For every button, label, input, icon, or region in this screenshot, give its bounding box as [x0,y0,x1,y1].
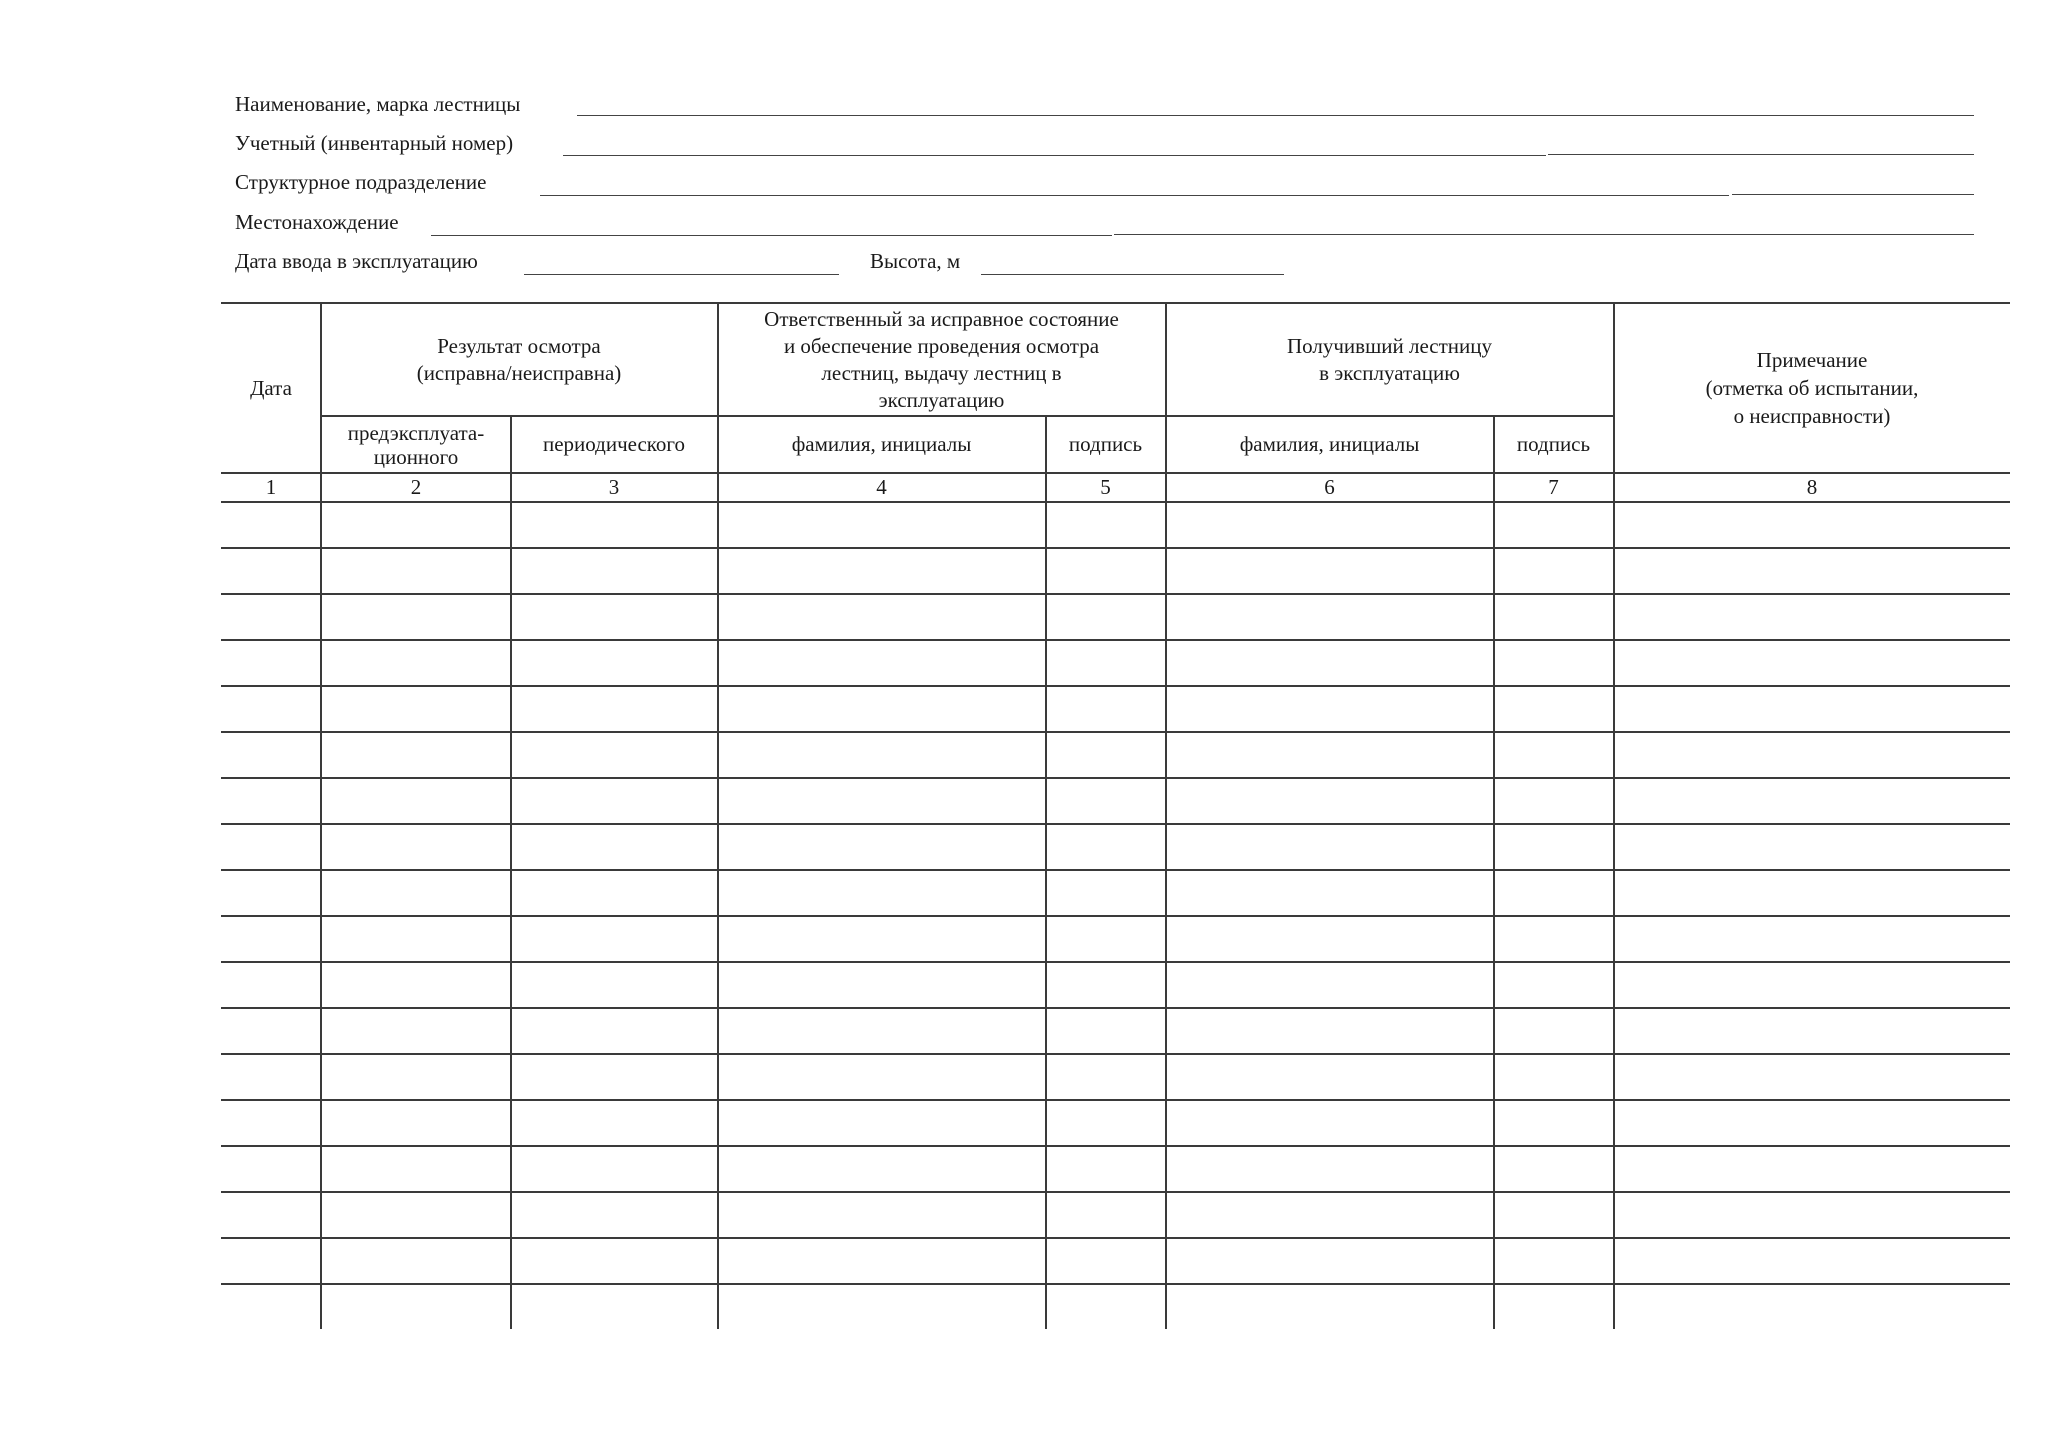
table-cell[interactable] [1168,871,1493,914]
table-cell[interactable] [323,641,510,684]
table-cell[interactable] [1616,549,2009,592]
table-cell[interactable] [1048,1193,1165,1236]
table-cell[interactable] [323,1055,510,1098]
table-cell[interactable] [1496,687,1613,730]
table-cell[interactable] [513,1239,717,1282]
table-cell[interactable] [513,733,717,776]
table-cell[interactable] [223,825,320,868]
table-cell[interactable] [223,871,320,914]
table-cell[interactable] [1168,1101,1493,1144]
department-field-extension[interactable] [1732,194,1974,195]
table-cell[interactable] [513,1101,717,1144]
table-cell[interactable] [1048,871,1165,914]
table-cell[interactable] [1048,1101,1165,1144]
table-cell[interactable] [720,917,1045,960]
table-cell[interactable] [513,595,717,638]
table-cell[interactable] [223,1055,320,1098]
header-responsible-name: фамилия, инициалы [791,432,972,456]
table-cell[interactable] [720,1055,1045,1098]
table-cell[interactable] [1048,1285,1165,1328]
table-cell[interactable] [1616,1147,2009,1190]
height-label: Высота, м [870,249,961,273]
table-cell[interactable] [1168,641,1493,684]
table-cell[interactable] [323,963,510,1006]
column-number: 8 [1806,475,1818,499]
table-cell[interactable] [1048,595,1165,638]
table-cell[interactable] [720,641,1045,684]
table-cell[interactable] [720,1285,1045,1328]
table-cell[interactable] [1616,595,2009,638]
table-cell[interactable] [223,549,320,592]
table-cell[interactable] [1168,1147,1493,1190]
table-cell[interactable] [1168,1239,1493,1282]
table-cell[interactable] [1168,595,1493,638]
table-cell[interactable] [1496,1009,1613,1052]
column-divider [1493,415,1495,1329]
inventory-number-field[interactable] [563,155,1546,156]
height-field[interactable] [981,274,1284,275]
column-number: 3 [608,475,620,499]
table-cell[interactable] [1048,733,1165,776]
column-number: 5 [1100,475,1111,499]
table-cell[interactable] [513,641,717,684]
table-cell[interactable] [1168,1009,1493,1052]
table-cell[interactable] [1048,779,1165,822]
table-cell[interactable] [1616,1101,2009,1144]
table-cell[interactable] [1048,963,1165,1006]
table-cell[interactable] [1048,641,1165,684]
table-cell[interactable] [323,503,510,546]
table-cell[interactable] [1168,549,1493,592]
table-cell[interactable] [1496,963,1613,1006]
table-cell[interactable] [1496,1193,1613,1236]
table-cell[interactable] [223,963,320,1006]
table-cell[interactable] [323,687,510,730]
inventory-number-label: Учетный (инвентарный номер) [235,131,514,155]
table-cell[interactable] [1616,1055,2009,1098]
table-cell[interactable] [720,503,1045,546]
table-cell[interactable] [720,825,1045,868]
table-cell[interactable] [1496,1285,1613,1328]
table-cell[interactable] [1168,825,1493,868]
table-cell[interactable] [323,733,510,776]
header-periodic: периодического [542,432,686,456]
column-number: 4 [876,475,887,499]
table-cell[interactable] [1168,687,1493,730]
header-note: Примечание (отметка об испытании, о неисправности) [1705,348,1919,428]
table-cell[interactable] [1048,1239,1165,1282]
header-pre-operational: предэксплуата- ционного [347,420,485,469]
header-inspection-result: Результат осмотра (исправна/неисправна) [416,333,622,385]
table-cell[interactable] [223,1147,320,1190]
column-number: 2 [410,475,422,499]
table-cell[interactable] [223,503,320,546]
table-cell[interactable] [1616,687,2009,730]
table-cell[interactable] [720,963,1045,1006]
table-cell[interactable] [1168,1193,1493,1236]
header-received-name: фамилия, инициалы [1239,432,1420,456]
table-cell[interactable] [513,503,717,546]
table-cell[interactable] [1168,779,1493,822]
table-cell[interactable] [1616,733,2009,776]
table-cell[interactable] [720,1147,1045,1190]
table-cell[interactable] [720,687,1045,730]
table-cell[interactable] [1496,1101,1613,1144]
table-cell[interactable] [223,687,320,730]
header-responsible-signature: подпись [1068,432,1143,456]
table-cell[interactable] [1048,1009,1165,1052]
table-cell[interactable] [1048,687,1165,730]
column-number: 7 [1548,475,1559,499]
location-label: Местонахождение [235,210,399,234]
commission-date-field[interactable] [524,274,839,275]
table-cell[interactable] [513,871,717,914]
inventory-number-field-extension[interactable] [1548,154,1974,155]
table-cell[interactable] [323,549,510,592]
column-divider [510,415,512,1329]
table-cell[interactable] [1616,1285,2009,1328]
table-cell[interactable] [1168,963,1493,1006]
table-cell[interactable] [1496,595,1613,638]
column-divider [1045,415,1047,1329]
commission-date-label: Дата ввода в эксплуатацию [235,249,478,273]
column-number: 6 [1324,475,1335,499]
table-cell[interactable] [720,549,1045,592]
table-cell[interactable] [1496,1147,1613,1190]
table-cell[interactable] [513,963,717,1006]
table-cell[interactable] [1048,825,1165,868]
table-cell[interactable] [323,1193,510,1236]
table-cell[interactable] [1496,779,1613,822]
table-cell[interactable] [1616,503,2009,546]
location-field[interactable] [431,235,1112,236]
table-cell[interactable] [1168,1285,1493,1328]
table-cell[interactable] [323,1101,510,1144]
department-label: Структурное подразделение [235,170,487,194]
table-cell[interactable] [223,1193,320,1236]
table-cell[interactable] [513,1193,717,1236]
table-cell[interactable] [1616,1009,2009,1052]
table-cell[interactable] [1616,641,2009,684]
table-cell[interactable] [1048,549,1165,592]
table-cell[interactable] [720,595,1045,638]
column-number: 1 [265,475,277,499]
table-cell[interactable] [323,871,510,914]
table-cell[interactable] [1496,549,1613,592]
table-cell[interactable] [513,549,717,592]
table-cell[interactable] [1616,779,2009,822]
table-cell[interactable] [513,779,717,822]
department-field[interactable] [540,195,1729,196]
table-cell[interactable] [1496,917,1613,960]
table-cell[interactable] [1048,503,1165,546]
table-cell[interactable] [1168,503,1493,546]
table-cell[interactable] [513,825,717,868]
table-cell[interactable] [1496,871,1613,914]
header-responsible: Ответственный за исправное состояние и обеспечение проведения осмотра лестниц, выдачу лестниц в эксплуатацию [764,306,1119,412]
table-cell[interactable] [720,871,1045,914]
table-cell[interactable] [1496,1239,1613,1282]
table-cell[interactable] [1048,917,1165,960]
table-cell[interactable] [1496,1055,1613,1098]
table-cell[interactable] [720,1239,1045,1282]
table-cell[interactable] [720,1009,1045,1052]
table-cell[interactable] [513,1055,717,1098]
table-cell[interactable] [513,917,717,960]
table-cell[interactable] [1616,963,2009,1006]
table-cell[interactable] [513,1009,717,1052]
table-cell[interactable] [323,779,510,822]
table-cell[interactable] [223,595,320,638]
table-cell[interactable] [323,1239,510,1282]
table-cell[interactable] [1496,825,1613,868]
table-cell[interactable] [1168,917,1493,960]
table-cell[interactable] [513,1285,717,1328]
table-cell[interactable] [1616,825,2009,868]
table-cell[interactable] [223,1101,320,1144]
header-received-signature: подпись [1516,432,1591,456]
header-received: Получивший лестницу в эксплуатацию [1286,333,1493,385]
table-cell[interactable] [223,641,320,684]
table-cell[interactable] [223,917,320,960]
table-cell[interactable] [1496,733,1613,776]
table-cell[interactable] [223,779,320,822]
table-cell[interactable] [1616,917,2009,960]
table-cell[interactable] [720,1101,1045,1144]
table-cell[interactable] [223,733,320,776]
table-cell[interactable] [513,1147,717,1190]
table-cell[interactable] [323,917,510,960]
table-cell[interactable] [1496,641,1613,684]
table-cell[interactable] [323,1009,510,1052]
table-cell[interactable] [1048,1055,1165,1098]
location-field-extension[interactable] [1114,234,1974,235]
table-cell[interactable] [720,779,1045,822]
table-cell[interactable] [1616,871,2009,914]
table-cell[interactable] [323,825,510,868]
table-cell[interactable] [223,1285,320,1328]
table-cell[interactable] [1168,733,1493,776]
table-cell[interactable] [720,733,1045,776]
table-cell[interactable] [1168,1055,1493,1098]
table-cell[interactable] [223,1009,320,1052]
table-cell[interactable] [323,1147,510,1190]
table-cell[interactable] [513,687,717,730]
ladder-name-field[interactable] [577,115,1974,116]
table-cell[interactable] [720,1193,1045,1236]
header-date: Дата [250,375,292,400]
table-cell[interactable] [223,1239,320,1282]
table-cell[interactable] [1496,503,1613,546]
table-cell[interactable] [1616,1239,2009,1282]
table-cell[interactable] [1048,1147,1165,1190]
ladder-name-label: Наименование, марка лестницы [235,92,521,116]
table-cell[interactable] [323,1285,510,1328]
table-cell[interactable] [1616,1193,2009,1236]
table-cell[interactable] [323,595,510,638]
